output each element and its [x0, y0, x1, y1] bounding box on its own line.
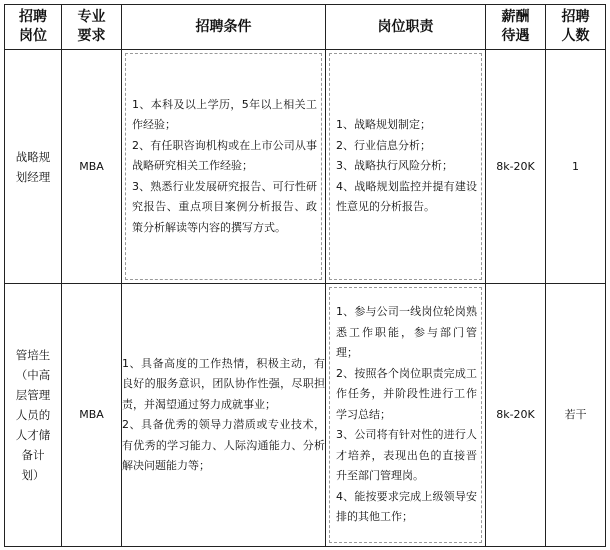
requirement-item: 2、有任职咨询机构或在上市公司从事战略研究相关工作经验； — [132, 138, 317, 173]
table-row — [5, 50, 606, 284]
major-cell: MBA — [62, 284, 122, 547]
duties-cell — [326, 50, 486, 284]
header-requirements: 招聘条件 — [122, 5, 326, 50]
requirements-box — [125, 53, 322, 280]
requirements-cell — [122, 284, 326, 547]
header-major: 专业 要求 — [62, 5, 122, 50]
duty-item: 2、行业信息分析； — [336, 138, 431, 152]
salary-cell: 8k-20K — [486, 284, 546, 547]
duty-item: 2、按照各个岗位职责完成工作任务，并阶段性进行工作学习总结； — [336, 366, 477, 421]
requirements-cell — [122, 50, 326, 284]
recruitment-table — [4, 4, 606, 547]
major-cell: MBA — [62, 50, 122, 284]
header-count: 招聘 人数 — [546, 5, 606, 50]
header-position: 招聘 岗位 — [5, 5, 62, 50]
header-salary: 薪酬 待遇 — [486, 5, 546, 50]
duties-box — [329, 53, 482, 280]
requirement-item: 3、熟悉行业发展研究报告、可行性研究报告、重点项目案例分析报告、政策分析解读等内容的撰写方式。 — [132, 179, 317, 234]
header-row — [5, 5, 606, 50]
duties-cell — [326, 284, 486, 547]
requirement-item: 1、具备高度的工作热情，积极主动，有良好的服务意识，团队协作性强，尽职担责，并渴望通过努力成就事业； — [122, 356, 325, 411]
table-row — [5, 284, 606, 547]
duties-box — [329, 287, 482, 543]
salary-cell: 8k-20K — [486, 50, 546, 284]
duty-item: 4、战略规划监控并提有建设性意见的分析报告。 — [336, 179, 477, 214]
header-duties: 岗位职责 — [326, 5, 486, 50]
duty-item: 4、能按要求完成上级领导安排的其他工作； — [336, 489, 477, 524]
requirement-item: 2、具备优秀的领导力潜质或专业技术，有优秀的学习能力、人际沟通能力、分析解决问题能力等； — [122, 418, 325, 472]
count-cell: 1 — [546, 50, 606, 284]
duty-item: 1、战略规划制定； — [336, 118, 431, 132]
duty-item: 1、参与公司一线岗位轮岗熟悉工作职能，参与部门管理； — [336, 305, 477, 360]
position-cell: 管培生 （中高 层管理 人员的 人才储 备计 划） — [5, 284, 62, 547]
requirement-item: 1、本科及以上学历，5年以上相关工作经验； — [132, 97, 317, 132]
duty-item: 3、战略执行风险分析； — [336, 159, 453, 173]
count-cell: 若干 — [546, 284, 606, 547]
duty-item: 3、公司将有针对性的进行人才培养，表现出色的直接晋升至部门管理岗。 — [336, 428, 477, 483]
position-cell: 战略规 划经理 — [5, 50, 62, 284]
